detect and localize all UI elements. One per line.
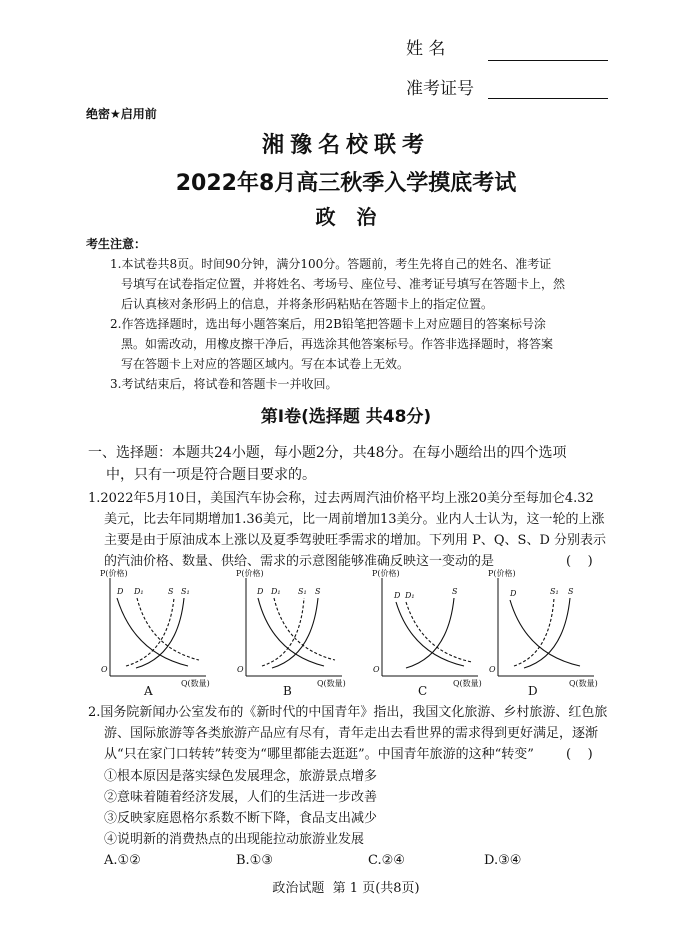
chart-option-b-label: B bbox=[283, 684, 292, 698]
q2-option-d: D.③④ bbox=[484, 853, 522, 868]
q1-stem-line: 美元，比去年同期增加1.36美元，比一周前增加13美分。业内人士认为，这一轮的上涨 bbox=[104, 512, 605, 527]
part-intro-line: 一、选择题：本题共24小题，每小题2分，共48分。在每小题给出的四个选项 bbox=[88, 445, 567, 461]
y-axis-label: P(价格) bbox=[488, 569, 516, 578]
notes-line: 号填写在试卷指定位置，并将姓名、考场号、座位号、准考证号填写在答题卡上，然 bbox=[121, 277, 566, 291]
curve-label: S bbox=[168, 587, 174, 596]
chart-option-c-label: C bbox=[418, 684, 428, 698]
curve-label: D bbox=[510, 589, 517, 598]
q2-option-b: B.①③ bbox=[236, 853, 273, 868]
q2-statement: ③反映家庭恩格尔系数不断下降，食品支出减少 bbox=[104, 811, 378, 826]
curve-label: D₁ bbox=[405, 591, 415, 600]
curve-label: S bbox=[568, 587, 574, 596]
y-axis-label: P(价格) bbox=[100, 569, 128, 578]
answer-bracket: ( ) bbox=[566, 554, 593, 569]
curve-label: D bbox=[394, 591, 401, 600]
chart-option-d-label: D bbox=[528, 684, 538, 698]
curve-label: S₁ bbox=[298, 587, 307, 596]
name-label: 姓 名 bbox=[406, 39, 446, 59]
secret-mark: 绝密★启用前 bbox=[86, 107, 157, 121]
notes-line: 1.本试卷共8页。时间90分钟，满分100分。答题前，考生先将自己的姓名、准考证 bbox=[110, 257, 552, 271]
page-footer: 政治试题 第 1 页(共8页) bbox=[272, 881, 420, 896]
notes-line: 2.作答选择题时，选出每小题答案后，用2B铅笔把答题卡上对应题目的答案标号涂 bbox=[110, 317, 546, 331]
q1-stem-line: 1.2022年5月10日，美国汽车协会称，过去两周汽油价格平均上涨20美分至每加仑4.32 bbox=[88, 491, 594, 506]
chart-option-a-label: A bbox=[144, 684, 153, 698]
curve-label: S bbox=[315, 587, 321, 596]
curve-label: D₁ bbox=[271, 587, 281, 596]
curve-label: S₁ bbox=[181, 587, 190, 596]
name-field[interactable] bbox=[488, 60, 608, 61]
curve-label: D bbox=[117, 587, 124, 596]
q2-stem-line: 从“只在家门口转转”转变为“哪里都能去逛逛”。中国青年旅游的这种“转变” bbox=[104, 747, 534, 762]
q2-statement: ②意味着随着经济发展，人们的生活进一步改善 bbox=[104, 790, 378, 805]
y-axis-label: P(价格) bbox=[236, 569, 264, 578]
notes-line: 黑。如需改动，用橡皮擦干净后，再选涂其他答案标号。作答非选择题时，将答案 bbox=[121, 337, 554, 351]
chart-option-a bbox=[96, 568, 216, 688]
q1-stem-line: 的汽油价格、数量、供给、需求的示意图能够准确反映这一变动的是 bbox=[104, 554, 495, 569]
exam-series-title: 湘豫名校联考 bbox=[261, 133, 430, 158]
exam-id-label: 准考证号 bbox=[406, 79, 474, 99]
curve-label: S₁ bbox=[550, 587, 559, 596]
notes-line: 后认真核对条形码上的信息，并将条形码粘贴在答题卡上的指定位置。 bbox=[121, 297, 494, 311]
chart-option-c bbox=[368, 568, 488, 688]
curve-label: D bbox=[257, 587, 264, 596]
curve-label: D₁ bbox=[134, 587, 144, 596]
section-title: 第Ⅰ卷(选择题 共48分) bbox=[260, 407, 432, 427]
exam-title: 2022年8月高三秋季入学摸底考试 bbox=[175, 171, 517, 196]
y-axis-label: P(价格) bbox=[372, 569, 400, 578]
origin-label: O bbox=[237, 665, 244, 674]
chart-option-d bbox=[484, 568, 604, 688]
x-axis-label: Q(数量) bbox=[569, 679, 598, 688]
q1-stem-line: 主要是由于原油成本上涨以及夏季驾驶旺季需求的增加。下列用 P、Q、S、D 分别表示 bbox=[104, 533, 606, 548]
q2-stem-line: 游、国际旅游等各类旅游产品应有尽有，青年走出去看世界的需求得到更好满足，逐渐 bbox=[104, 726, 599, 741]
q2-stem-line: 2.国务院新闻办公室发布的《新时代的中国青年》指出，我国文化旅游、乡村旅游、红色旅 bbox=[88, 705, 608, 720]
q2-option-c: C.②④ bbox=[368, 853, 405, 868]
origin-label: O bbox=[489, 665, 496, 674]
q2-statement: ①根本原因是落实绿色发展理念，旅游景点增多 bbox=[104, 769, 378, 784]
notes-line: 写在答题卡上对应的答题区域内。写在本试卷上无效。 bbox=[121, 357, 410, 371]
origin-label: O bbox=[101, 665, 108, 674]
notes-line: 3.考试结束后，将试卷和答题卡一并收回。 bbox=[110, 377, 338, 391]
part-intro-line: 中，只有一项是符合题目要求的。 bbox=[106, 467, 316, 483]
subject-title: 政 治 bbox=[315, 205, 377, 229]
answer-bracket: ( ) bbox=[566, 747, 593, 762]
curve-label: S bbox=[452, 587, 458, 596]
x-axis-label: Q(数量) bbox=[453, 679, 482, 688]
x-axis-label: Q(数量) bbox=[317, 679, 346, 688]
x-axis-label: Q(数量) bbox=[181, 679, 210, 688]
q2-statement: ④说明新的消费热点的出现能拉动旅游业发展 bbox=[104, 832, 365, 847]
chart-option-b bbox=[232, 568, 352, 688]
origin-label: O bbox=[373, 665, 380, 674]
notes-heading: 考生注意： bbox=[86, 237, 147, 251]
q2-option-a: A.①② bbox=[104, 853, 141, 868]
exam-id-field[interactable] bbox=[488, 98, 608, 99]
